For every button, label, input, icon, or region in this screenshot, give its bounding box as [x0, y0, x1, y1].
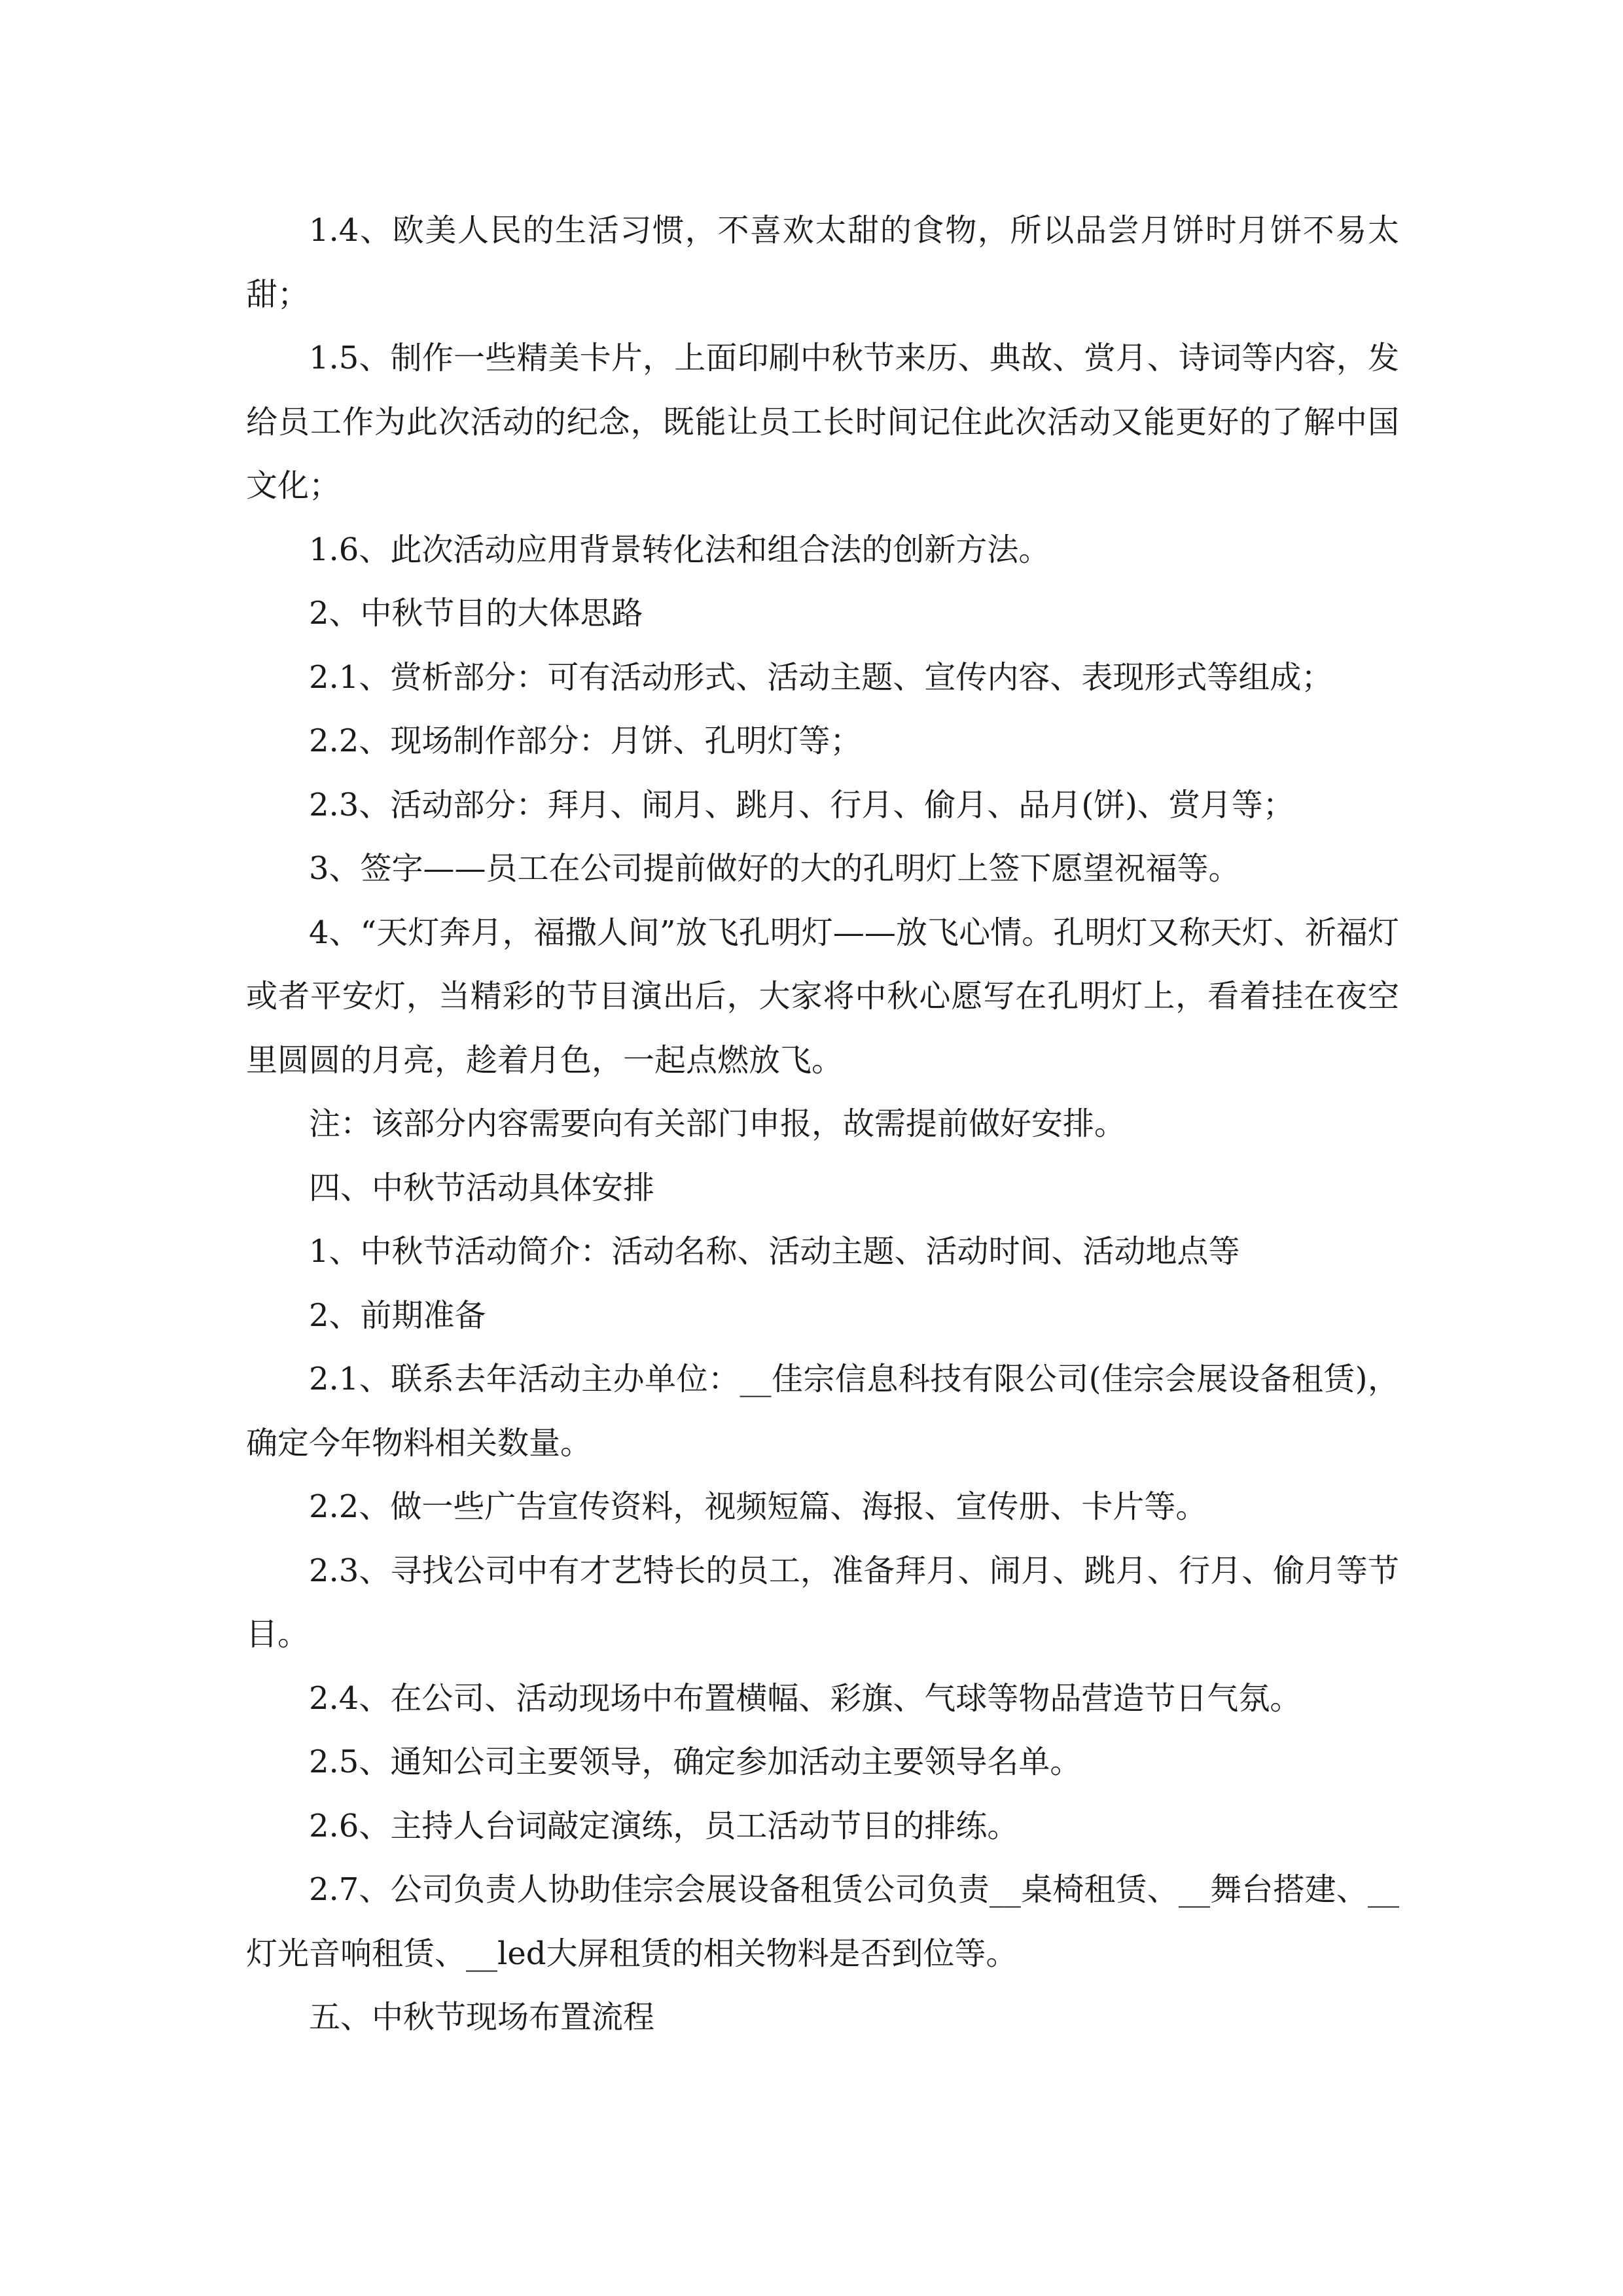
paragraph: 2.1、联系去年活动主办单位：__佳宗信息科技有限公司(佳宗会展设备租赁)，确定今年物料相关数量。	[246, 1361, 1399, 1462]
paragraph: 1、中秋节活动简介：活动名称、活动主题、活动时间、活动地点等	[309, 1233, 1240, 1270]
paragraph: 2.5、通知公司主要领导，确定参加活动主要领导名单。	[309, 1744, 1082, 1780]
paragraph: 2.6、主持人台词敲定演练，员工活动节目的排练。	[309, 1807, 1019, 1844]
paragraph: 4、“天灯奔月，福撒人间”放飞孔明灯——放飞心情。孔明灯又称天灯、祈福灯或者平安灯，当精彩的节目演出后，大家将中秋心愿写在孔明灯上，看着挂在夜空里圆圆的月亮，趁着月色，一起点燃放飞。	[246, 914, 1399, 1079]
paragraph: 1.5、制作一些精美卡片，上面印刷中秋节来历、典故、赏月、诗词等内容，发给员工作为此次活动的纪念，既能让员工长时间记住此次活动又能更好的了解中国文化；	[246, 340, 1399, 504]
paragraph: 2.3、活动部分：拜月、闹月、跳月、行月、偷月、品月(饼)、赏月等；	[309, 786, 1294, 823]
paragraph: 2.1、赏析部分：可有活动形式、活动主题、宣传内容、表现形式等组成；	[309, 658, 1333, 696]
document-body	[246, 199, 1399, 2050]
section-heading: 2、前期准备	[309, 1297, 486, 1334]
section-heading: 五、中秋节现场布置流程	[309, 1999, 655, 2036]
note-paragraph: 注：该部分内容需要向有关部门申报，故需提前做好安排。	[309, 1105, 1126, 1142]
paragraph: 1.6、此次活动应用背景转化法和组合法的创新方法。	[309, 531, 1050, 568]
paragraph: 3、签字——员工在公司提前做好的大的孔明灯上签下愿望祝福等。	[309, 850, 1240, 887]
paragraph: 2.3、寻找公司中有才艺特长的员工，准备拜月、闹月、跳月、行月、偷月等节目。	[246, 1552, 1399, 1653]
paragraph: 2.4、在公司、活动现场中布置横幅、彩旗、气球等物品营造节日气氛。	[309, 1679, 1302, 1717]
paragraph: 2.2、做一些广告宣传资料，视频短篇、海报、宣传册、卡片等。	[309, 1488, 1207, 1525]
section-heading: 四、中秋节活动具体安排	[309, 1169, 655, 1206]
paragraph: 2.2、现场制作部分：月饼、孔明灯等；	[309, 723, 862, 759]
paragraph: 2.7、公司负责人协助佳宗会展设备租赁公司负责__桌椅租赁、__舞台搭建、__灯光音响租赁、__led大屏租赁的相关物料是否到位等。	[246, 1871, 1399, 1972]
section-heading: 2、中秋节目的大体思路	[309, 595, 643, 632]
paragraph: 1.4、欧美人民的生活习惯，不喜欢太甜的食物，所以品尝月饼时月饼不易太甜；	[246, 212, 1399, 313]
